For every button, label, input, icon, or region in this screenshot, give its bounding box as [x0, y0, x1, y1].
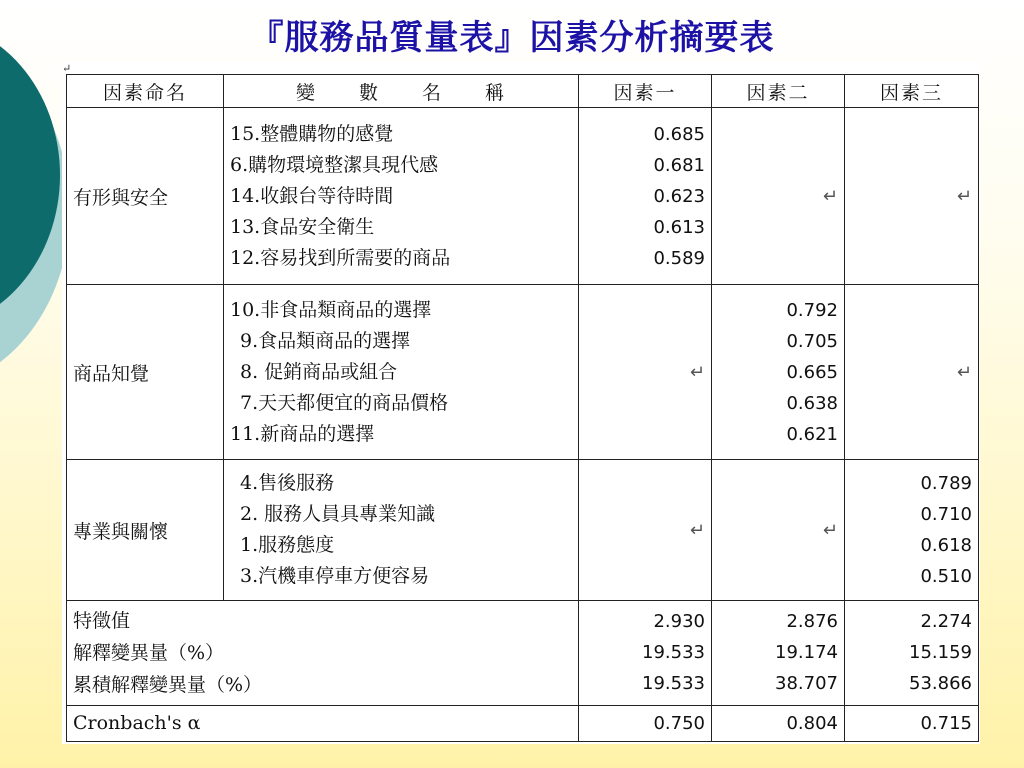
table-row	[67, 285, 979, 460]
factor-2-loadings-empty: ↵	[712, 460, 845, 601]
variable-item: 7.天天都便宜的商品價格	[240, 391, 449, 414]
loading-value: 0.681	[653, 154, 705, 176]
stat-value: 2.876	[786, 611, 838, 633]
factor-1-loadings-empty: ↵	[579, 460, 712, 601]
variable-item: 15.整體購物的感覺	[230, 122, 394, 145]
table-corner-mark: ↵	[62, 62, 72, 75]
variable-item: 10.非食品類商品的選擇	[230, 298, 432, 321]
variable-item: 14.收銀台等待時間	[230, 184, 394, 207]
loading-value: 0.792	[786, 299, 838, 321]
loading-value: 0.613	[653, 216, 705, 238]
variable-list	[224, 285, 579, 460]
stat-value: 15.159	[909, 642, 972, 664]
factor-3-loadings	[845, 460, 979, 601]
stats-labels	[67, 601, 579, 706]
loading-value: 0.623	[653, 185, 705, 207]
table-row	[67, 108, 979, 285]
stats-row	[67, 601, 979, 706]
stat-value: 38.707	[775, 673, 838, 695]
stat-value: 2.930	[653, 611, 705, 633]
stat-value: 19.533	[642, 642, 705, 664]
cronbach-row	[67, 705, 979, 741]
header-factor-name: 因素命名	[67, 75, 224, 108]
variable-item: 4.售後服務	[240, 472, 335, 495]
header-factor-1: 因素一	[579, 75, 712, 108]
stat-value: 19.174	[775, 642, 838, 664]
loading-value: 0.618	[920, 535, 972, 557]
group-name: 商品知覺	[67, 285, 224, 460]
header-row	[67, 75, 979, 108]
header-factor-3: 因素三	[845, 75, 979, 108]
loading-value: 0.665	[786, 361, 838, 383]
variable-item: 2. 服務人員具專業知識	[240, 503, 436, 526]
loading-value: 0.589	[653, 247, 705, 269]
variable-item: 1.服務態度	[240, 534, 335, 557]
group-name: 有形與安全	[67, 108, 224, 285]
eigenvalue-label: 特徵值	[73, 609, 131, 632]
group-name: 專業與關懷	[67, 460, 224, 601]
factor-2-stats	[712, 601, 845, 706]
table-row	[67, 460, 979, 601]
factor-1-stats	[579, 601, 712, 706]
cronbach-value: 0.750	[579, 705, 712, 741]
factor-2-loadings-empty: ↵	[712, 108, 845, 285]
loading-value: 0.789	[920, 473, 972, 495]
variable-item: 3.汽機車停車方便容易	[240, 565, 430, 588]
variable-item: 12.容易找到所需要的商品	[230, 246, 451, 269]
factor-3-stats	[845, 601, 979, 706]
stat-value: 53.866	[909, 673, 972, 695]
factor-1-loadings	[579, 108, 712, 285]
variable-list	[224, 460, 579, 601]
factor-3-loadings-empty: ↵	[845, 285, 979, 460]
slide-title: 『服務品質量表』因素分析摘要表	[249, 18, 775, 58]
header-factor-2: 因素二	[712, 75, 845, 108]
cronbach-label: Cronbach's α	[67, 705, 579, 741]
variable-item: 6.購物環境整潔具現代感	[230, 153, 439, 176]
variable-item: 9.食品類商品的選擇	[240, 329, 411, 352]
loading-value: 0.638	[786, 392, 838, 414]
loading-value: 0.510	[920, 566, 972, 588]
variable-item: 13.食品安全衛生	[230, 215, 375, 238]
variance-explained-label: 解釋變異量（%）	[73, 641, 225, 664]
cronbach-value: 0.804	[712, 705, 845, 741]
header-variable-name: 變 數 名 稱	[224, 75, 579, 108]
cronbach-value: 0.715	[845, 705, 979, 741]
loading-value: 0.710	[920, 504, 972, 526]
cumulative-variance-label: 累積解釋變異量（%）	[73, 673, 263, 696]
stat-value: 19.533	[642, 673, 705, 695]
factor-2-loadings	[712, 285, 845, 460]
stat-value: 2.274	[920, 611, 972, 633]
variable-item: 8. 促銷商品或組合	[240, 360, 398, 383]
loading-value: 0.621	[786, 423, 838, 445]
loading-value: 0.685	[653, 123, 705, 145]
table-container	[62, 62, 980, 744]
variable-list	[224, 108, 579, 285]
factor-1-loadings-empty: ↵	[579, 285, 712, 460]
factor-analysis-table	[66, 74, 979, 742]
variable-item: 11.新商品的選擇	[230, 422, 375, 445]
loading-value: 0.705	[786, 330, 838, 352]
factor-3-loadings-empty: ↵	[845, 108, 979, 285]
